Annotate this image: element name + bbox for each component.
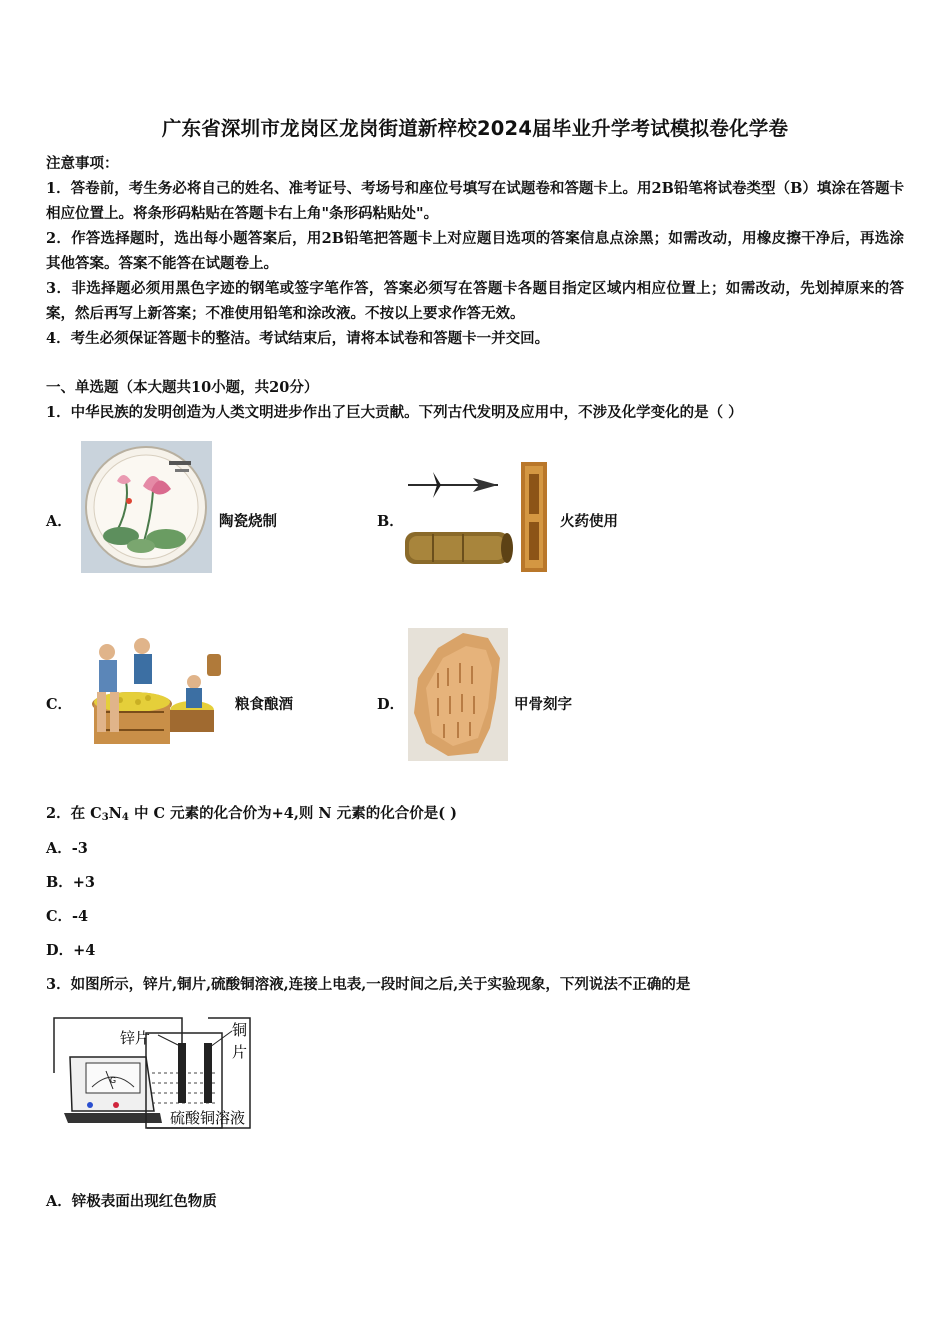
question-1-stem: 1．中华民族的发明创造为人类文明进步作出了巨大贡献。下列古代发明及应用中，不涉及化学变化的是（ ） (46, 404, 743, 421)
galvanic-cell-diagram (50, 1013, 262, 1131)
q2-option-b[interactable]: B．+3 (46, 874, 95, 891)
q3-option-a[interactable]: A．锌极表面出现红色物质 (46, 1193, 217, 1210)
question-2-stem (46, 802, 457, 823)
q1-option-b-letter[interactable]: B． (377, 513, 404, 530)
solution-label: 硫酸铜溶液 (170, 1109, 246, 1127)
section-heading: 一、单选题（本大题共10小题，共20分） (46, 379, 319, 396)
q1-option-c-label: 粮食酿酒 (235, 696, 293, 713)
q2-option-d[interactable]: D．+4 (46, 942, 96, 959)
q2-subscript-n: 4 (121, 812, 129, 823)
notes-heading: 注意事项： (46, 155, 119, 172)
meter-mark: G (109, 1076, 117, 1085)
page-title: 广东省深圳市龙岗区龙岗街道新梓校2024届毕业升学考试模拟卷化学卷 (161, 117, 789, 140)
wine-brewing-image (82, 632, 224, 756)
oracle-bone-image (408, 628, 508, 761)
q2-subscript-c: 3 (101, 812, 109, 823)
q1-option-d-letter[interactable]: D． (377, 696, 405, 713)
q2-option-a[interactable]: A．-3 (46, 840, 88, 857)
copper-plate-label-1: 铜 (232, 1021, 248, 1039)
porcelain-plate-image (81, 441, 212, 573)
gunpowder-artifacts-image (403, 460, 553, 574)
note-item: 4．考生必须保证答题卡的整洁。考试结束后，请将本试卷和答题卡一并交回。 (46, 330, 550, 347)
q2-stem-mid: N (108, 805, 122, 822)
zinc-plate-label: 锌片 (120, 1029, 151, 1047)
q1-option-d-label: 甲骨刻字 (514, 696, 572, 713)
q2-option-c[interactable]: C．-4 (46, 908, 89, 925)
q2-stem-suffix: 中 C 元素的化合价为+4,则 N 元素的化合价是( ) (128, 805, 457, 822)
q1-option-a-label: 陶瓷烧制 (219, 513, 277, 530)
note-item: 3．非选择题必须用黑色字迹的钢笔或签字笔作答，答案必须写在答题卡各题目指定区域内相应位置上；如需改动，先划掉原来的答案，然后再写上新答案；不准使用铅笔和涂改液。不按以上要求作答无效。 (46, 280, 904, 322)
q1-option-c-letter[interactable]: C． (46, 696, 73, 713)
notes-list (46, 176, 904, 351)
q1-option-a-letter[interactable]: A． (46, 513, 72, 530)
copper-plate-label-2: 片 (232, 1043, 248, 1061)
q1-option-b-label: 火药使用 (560, 513, 618, 530)
note-item: 1．答卷前，考生务必将自己的姓名、准考证号、考场号和座位号填写在试题卷和答题卡上。用2B铅笔将试卷类型（B）填涂在答题卡相应位置上。将条形码粘贴在答题卡右上角"条形码粘贴处"。 (46, 180, 904, 222)
question-3-stem: 3．如图所示，锌片,铜片,硫酸铜溶液,连接上电表,一段时间之后,关于实验现象，下列说法不正确的是 (46, 976, 691, 993)
q2-stem-prefix: 2．在 C (46, 805, 102, 822)
note-item: 2．作答选择题时，选出每小题答案后，用2B铅笔把答题卡上对应题目选项的答案信息点涂黑；如需改动，用橡皮擦干净后，再选涂其他答案。答案不能答在试题卷上。 (46, 230, 904, 272)
